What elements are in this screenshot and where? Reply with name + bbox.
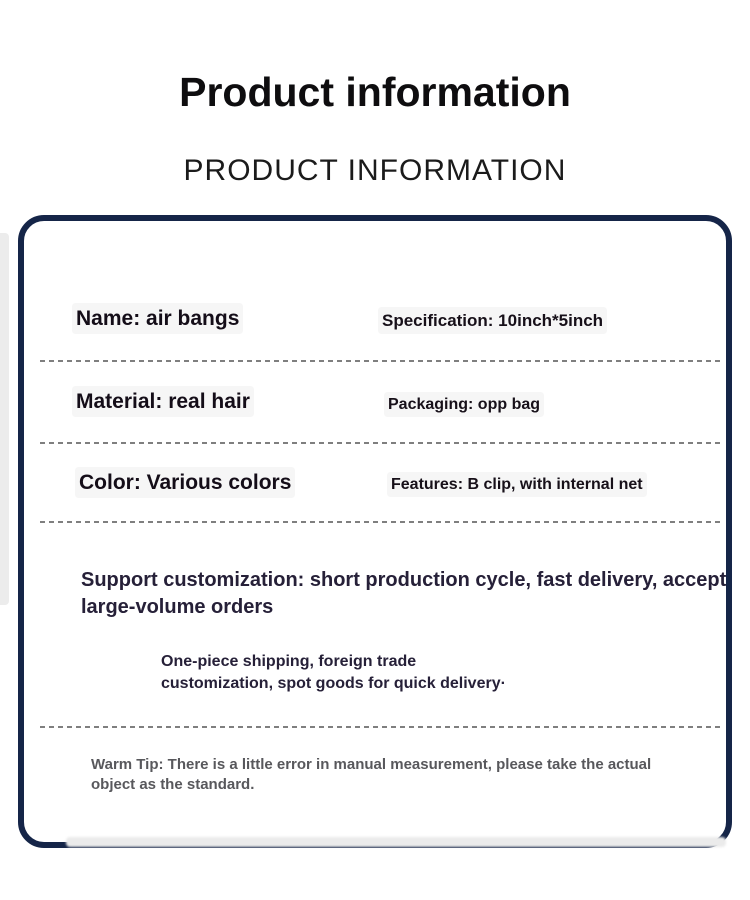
dashed-divider <box>40 521 724 523</box>
product-info-card <box>18 215 732 848</box>
spec-row-color <box>79 471 291 495</box>
spec-row-material <box>76 390 250 414</box>
spec-row-name <box>76 307 239 331</box>
dashed-divider <box>40 726 724 728</box>
bottom-shadow-strip <box>66 837 726 847</box>
spec-row-name-label: Name: air bangs <box>76 307 240 330</box>
left-edge-strip <box>0 233 9 605</box>
spec-row-specification-label: Specification: 10inch*5inch <box>382 311 604 330</box>
spec-row-features-label: Features: B clip, with internal net <box>391 476 643 493</box>
spec-row-specification <box>382 311 603 331</box>
support-customization-note: Support customization: short production cycle, fast delivery, accept large-volume orders <box>81 569 727 618</box>
shipping-note: One-piece shipping, foreign trade customization, spot goods for quick delivery· <box>161 653 506 692</box>
spec-row-packaging-label: Packaging: opp bag <box>388 396 541 413</box>
spec-row-packaging <box>388 396 540 414</box>
dashed-divider <box>40 442 724 444</box>
dashed-divider <box>40 360 724 362</box>
page-title: Product information <box>179 69 571 115</box>
spec-row-features <box>391 476 643 494</box>
page-subtitle: PRODUCT INFORMATION <box>183 154 567 187</box>
warm-tip-text: Warm Tip: There is a little error in manual measurement, please take the actual object as the standard. <box>91 756 652 793</box>
spec-row-color-label: Color: Various colors <box>79 471 292 494</box>
spec-row-material-label: Material: real hair <box>76 390 250 413</box>
